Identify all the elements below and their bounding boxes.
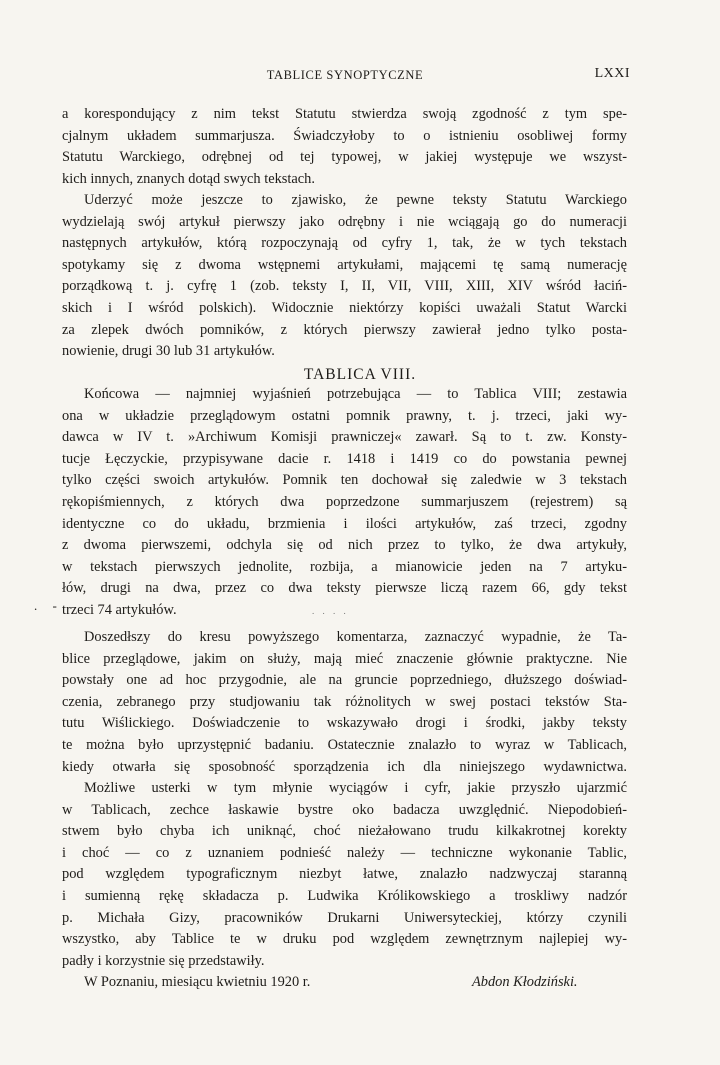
paragraph-line: wszystko, aby Tablice te w druku pod względem zewnętrznym najlepiej wy- [62, 931, 627, 948]
paragraph-line: kiedy otwarła się sposobność sporządzenia ich dla niniejszego wydawnictwa. [62, 758, 627, 775]
paragraph-line: Możliwe usterki w tym młynie wyciągów i cyfr, jakie przyszło ujarzmić [84, 780, 627, 796]
paragraph-line: identyczne co do układu, brzmienia i ilości artykułów, zaś trzeci, zgodny [62, 515, 627, 532]
paragraph-line: padły i korzystnie się przedstawiły. [62, 952, 265, 969]
paragraph-2 [62, 190, 627, 363]
paragraph-line: w tekstach pierwszych jednolite, rozbija, a mianowicie jeden na 7 artyku- [62, 558, 627, 575]
page-number: LXXI [594, 66, 630, 81]
paragraph-line: dawca w IV t. »Archiwum Komisji prawniczej« zawarł. Są to t. zw. Konsty- [62, 429, 627, 446]
paragraph-line: blice przeglądowe, jakim on służy, mają mieć znaczenie głównie praktyczne. Nie [62, 650, 627, 667]
paragraph-line: z dwoma pierwszemi, odchyla się od nich przez to tylko, że dwa artykuły, [62, 537, 627, 554]
paragraph-line: porządkową t. j. cyfrę 1 (zob. teksty I, II, VII, VIII, XIII, XIV wśród łaciń- [62, 278, 627, 295]
paragraph-line: Uderzyć może jeszcze to zjawisko, że pewne teksty Statutu Warckiego [84, 192, 627, 208]
paragraph-line: w Tablicach, zechce łaskawie bystre oko badacza uwzględnić. Niepodobień- [62, 801, 627, 818]
paragraph-1 [62, 104, 627, 190]
stray-dots: . . . . [312, 606, 349, 616]
running-title: TABLICE SYNOPTYCZNE [266, 68, 424, 82]
paragraph-line: Doszedłszy do kresu powyższego komentarza, zaznaczyć wypadnie, że Ta- [84, 629, 627, 645]
paragraph-line: i choć — co z uznaniem podnieść należy — techniczne wykonanie Tablic, [62, 844, 627, 861]
paragraph-line: cjalnym układem summarjusza. Świadczyłoby to o istnieniu osobliwej formy [62, 127, 627, 144]
paragraph-line: te można było uprzystępnić badaniu. Ostatecznie znalazło to wyraz w Tablicach, [62, 736, 627, 753]
paragraph-4 [62, 627, 627, 778]
dateline-row [62, 972, 627, 994]
paragraph-line: trzeci 74 artykułów. [62, 601, 177, 618]
margin-mark: . - [34, 598, 63, 613]
paragraph-line: skich i I wśród polskich). Widocznie niektórzy kopiści uważali Statut Warcki [62, 299, 627, 316]
paragraph-line: a korespondujący z nim tekst Statutu stwierdza swoją zgodność z tym spe- [62, 106, 627, 122]
paragraph-line: p. Michała Gizy, pracowników Drukarni Uniwersyteckiej, którzy czynili [62, 909, 627, 926]
signature: Abdon Kłodziński. [472, 974, 578, 990]
paragraph-line: tylko części swoich artykułów. Pomnik ten dochował się zaledwie w 3 tekstach [62, 472, 627, 489]
paragraph-line: kich innych, znanych dotąd swych tekstach. [62, 170, 315, 187]
paragraph-3 [62, 384, 627, 622]
paragraph-line: i sumienną rękę składacza p. Ludwika Królikowskiego a troskliwy nadzór [62, 887, 627, 904]
paragraph-line: za zlepek dwóch pomników, z których pierwszy zawierał jedno tylko posta- [62, 321, 627, 338]
paragraph-line: łów, drugi na dwa, przez co dwa teksty pierwsze liczą razem 66, gdy tekst [62, 580, 627, 597]
page-header [60, 66, 630, 86]
section-heading: TABLICA VIII. [303, 366, 417, 383]
paragraph-line: spotykamy się z dwoma wstępnemi artykułami, mającemi tę samą numerację [62, 256, 627, 273]
paragraph-line: ona w układzie przeglądowym ostatni pomnik prawny, t. j. trzeci, jaki wy- [62, 407, 627, 424]
closing-block [62, 972, 627, 994]
dateline: W Poznaniu, miesiącu kwietniu 1920 r. [84, 974, 311, 990]
paragraph-line: wydzielają swój artykuł pierwszy jako odrębny i nie wciągają go do numeracji [62, 213, 627, 230]
paragraph-line: tucje Łęczyckie, przypisywane dacie r. 1418 i 1419 co do powstania pewnej [62, 450, 627, 467]
paragraph-line: następnych artykułów, którą rozpoczynają od cyfry 1, tak, że w tych tekstach [62, 235, 627, 252]
paragraph-line: Statutu Warckiego, odrębnej od tej typowej, w jakiej występuje we wszyst- [62, 149, 627, 166]
paragraph-line: stwem było chyba ich uniknąć, choć nieżałowano trudu kilkakrotnej korekty [62, 823, 627, 840]
paragraph-line: powstały one ad hoc przygodnie, ale na gruncie poprzedniego, dłuższego doświad- [62, 672, 627, 689]
paragraph-line: rękopiśmiennych, z których dwa poprzedzone summarjuszem (rejestrem) są [62, 493, 627, 510]
paragraph-5 [62, 778, 627, 972]
paragraph-line: czenia, zebranego przy studjowaniu tak różnolitych w swej postaci tekstów Sta- [62, 693, 627, 710]
paragraph-line: Końcowa — najmniej wyjaśnień potrzebująca — to Tablica VIII; zestawia [84, 386, 627, 402]
paragraph-line: pod względem typograficznym niezbyt łatwe, znalazło nadzwyczaj staranną [62, 866, 627, 883]
paragraph-line: nowienie, drugi 30 lub 31 artykułów. [62, 343, 275, 360]
paragraph-line: tutu Wiślickiego. Doświadczenie to wskazywało drogi i środki, jakby teksty [62, 715, 627, 732]
